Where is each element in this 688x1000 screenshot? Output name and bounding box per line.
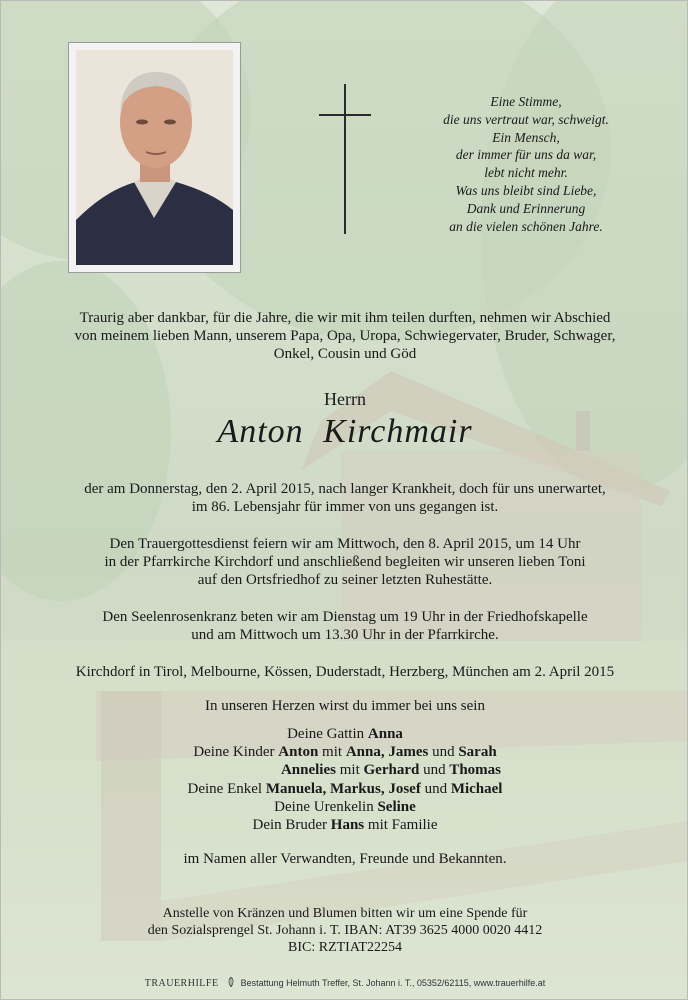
family-row-wife: Deine Gattin Anna [287, 726, 403, 742]
poem-line: die uns vertraut war, schweigt. [443, 111, 609, 127]
rosary-paragraph: Den Seelenrosenkranz beten wir am Dienstag um 19 Uhr in der Friedhofskapelle und am Mittwoch um 13.30 Uhr in der Pfarrkirche. [102, 609, 588, 643]
family-list [1, 725, 688, 868]
poem-line: an die vielen schönen Jahre. [449, 218, 603, 234]
cross-symbol [319, 84, 371, 234]
poem-line: Was uns bleibt sind Liebe, [455, 182, 597, 198]
intro-paragraph: Traurig aber dankbar, für die Jahre, die wir mit ihm teilen durften, nehmen wir Abschied von meinem lieben Mann, unserem Papa, Opa, Uropa, Schwiegervater, Bruder, Schwager, Onkel, Cousin und Göd [74, 310, 616, 362]
memorial-poem [411, 93, 641, 235]
family-row-great-grandchild: Deine Urenkelin Seline [274, 798, 416, 815]
places-date: Kirchdorf in Tirol, Melbourne, Kössen, Duderstadt, Herzberg, München am 2. April 2015 [75, 664, 615, 680]
portrait-frame [68, 42, 241, 273]
last-name: Kirchmair [323, 413, 473, 450]
salutation: Herrn [324, 389, 366, 409]
poem-line: lebt nicht mehr. [484, 165, 568, 181]
death-paragraph: der am Donnerstag, den 2. April 2015, nach langer Krankheit, doch für uns unerwartet, im 86. Lebensjahr für immer von uns gegangen ist. [84, 481, 606, 515]
family-row-grandchildren: Deine Enkel Manuela, Markus, Josef und Michael [187, 780, 503, 797]
family-row-brother: Dein Bruder Hans mit Familie [252, 817, 438, 834]
donation-paragraph: Anstelle von Kränzen und Blumen bitten wir um eine Spende für den Sozialsprengel St. Johann i. T. IBAN: AT39 3625 4000 0020 4412 BIC: RZTIAT22254 [147, 906, 543, 955]
hearts-line: In unseren Herzen wirst du immer bei uns sein [205, 698, 485, 714]
family-closing: im Namen aller Verwandten, Freunde und Bekannten. [183, 851, 507, 868]
first-name: Anton [217, 413, 304, 450]
leaf-icon [227, 977, 235, 987]
poem-line: Eine Stimme, [490, 94, 562, 109]
undertaker-footer [1, 977, 688, 989]
poem-line: Ein Mensch, [492, 129, 560, 145]
poem-line: Dank und Erinnerung [466, 200, 586, 216]
footer-brand: TRAUERHILFE [144, 978, 219, 989]
portrait-photo [76, 50, 233, 265]
funeral-service-paragraph: Den Trauergottesdienst feiern wir am Mittwoch, den 8. April 2015, um 14 Uhr in der Pfarrkirche Kirchdorf und anschließend begleiten wir unseren lieben Toni auf den Ortsfriedhof zu seiner letzten Ruhestätte. [104, 536, 586, 588]
family-row-children-2: Annelies mit Gerhard und Thomas [280, 762, 502, 779]
family-row-children: Deine Kinder Anton mit Anna, James und Sarah [193, 744, 497, 761]
poem-line: der immer für uns da war, [455, 147, 597, 163]
footer-text: Bestattung Helmuth Treffer, St. Johann i. T., 05352/62115, www.trauerhilfe.at [240, 978, 546, 988]
deceased-name [1, 413, 688, 451]
